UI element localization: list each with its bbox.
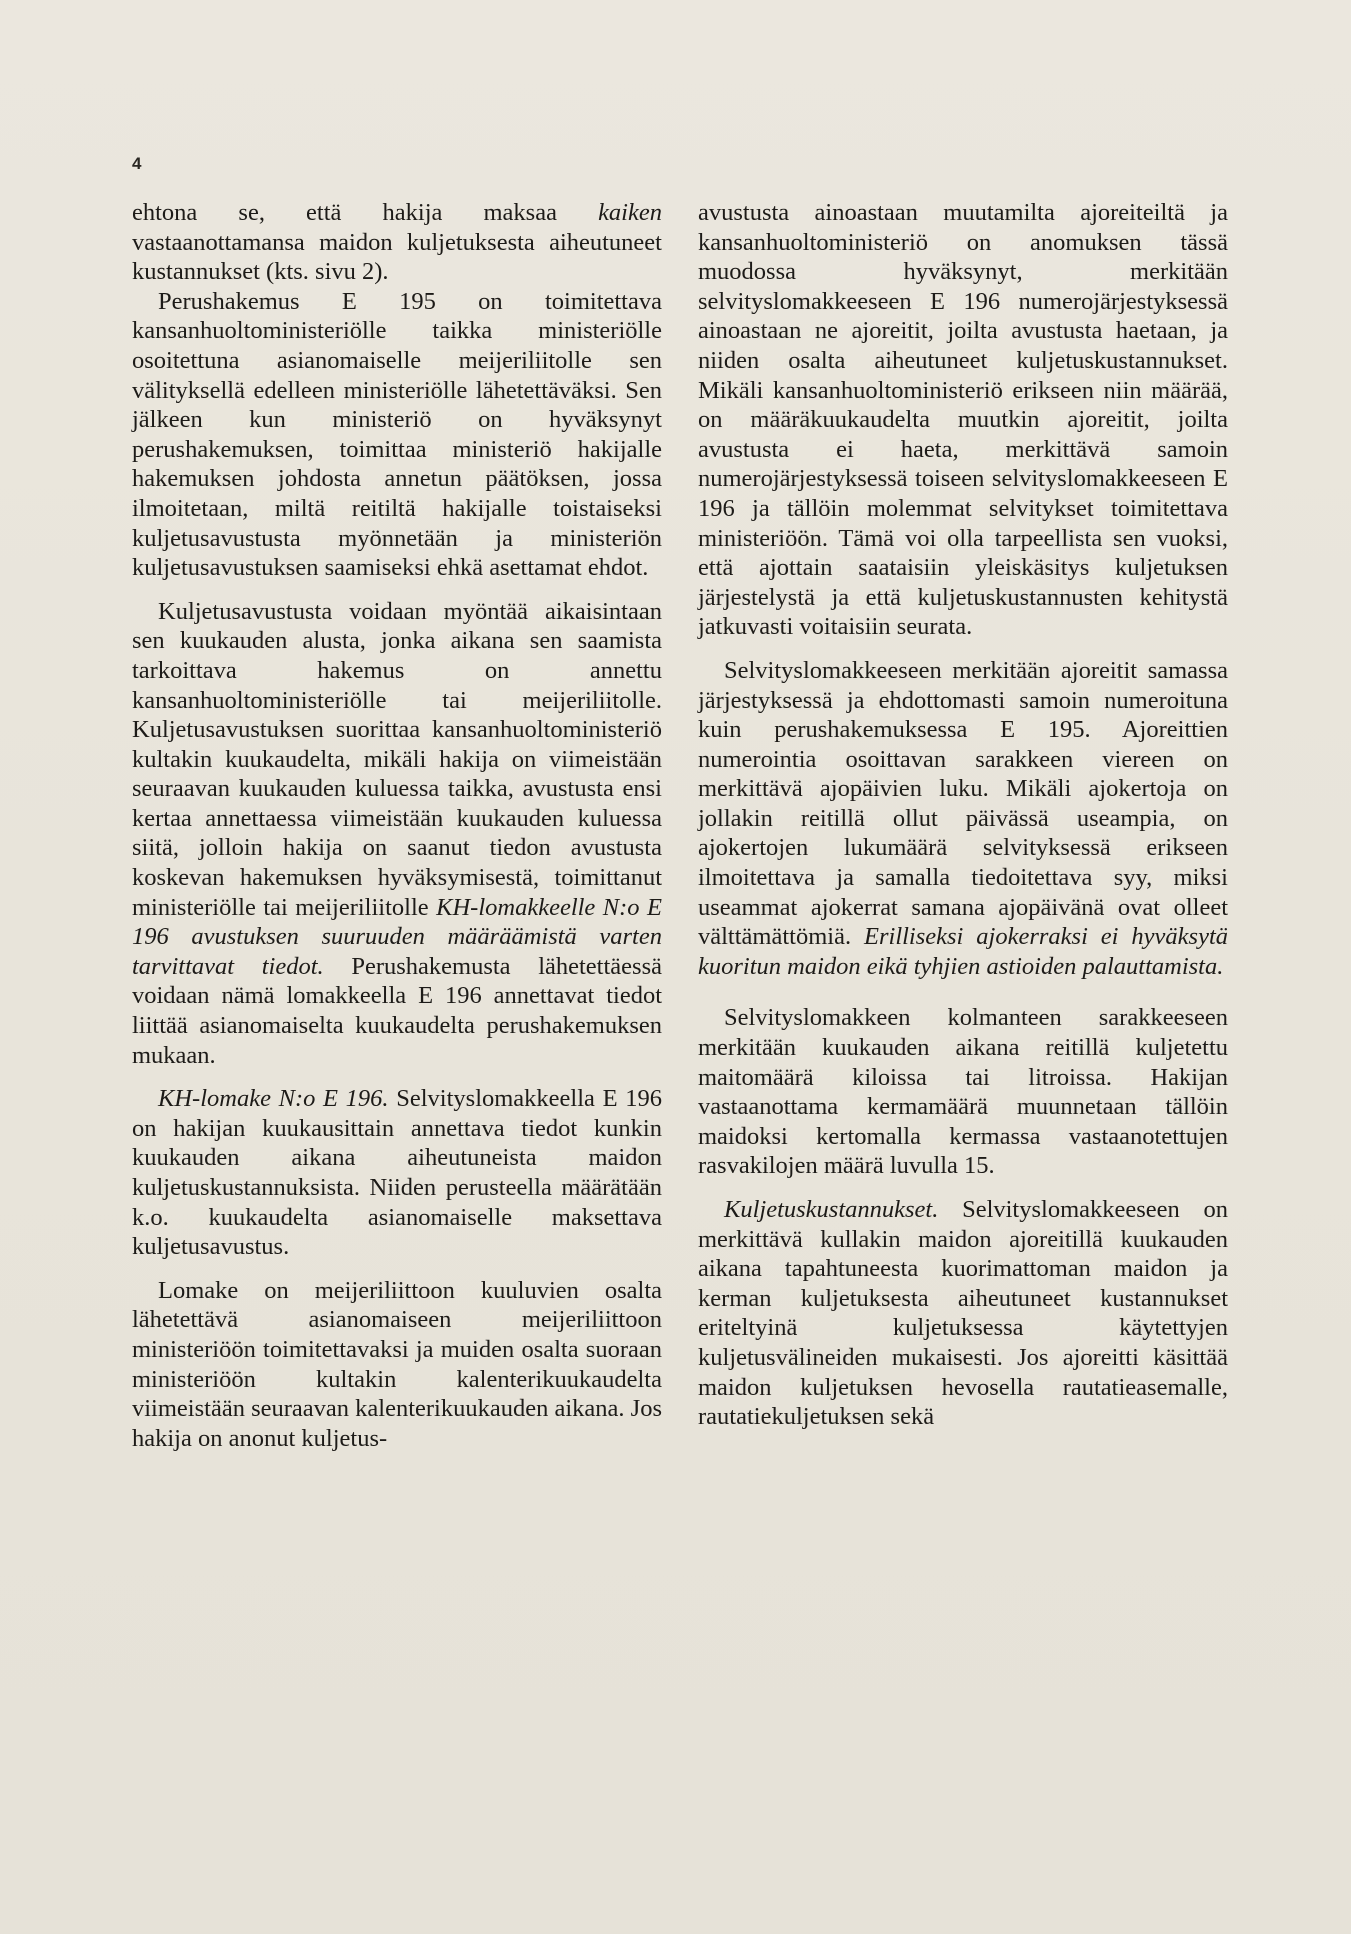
left-column bbox=[132, 198, 662, 1453]
paragraph-text: Selvityslomakkeeseen on merkittävä kullakin maidon ajoreitillä kuukauden aikana tapahtuneesta kuorimattoman maidon ja kerman kuljetuksesta aiheutuneet kustannukset eriteltyinä kuljetuksessa käytettyjen kuljetusvälineiden mukaisesti. Jos ajoreitti käsittää maidon kuljetuksen hevosella rautatieasemalle, rautatiekuljetuksen sekä bbox=[698, 1196, 1228, 1431]
paragraph: Lomake on meijeriliittoon kuuluvien osalta lähetettävä asianomaiseen meijeriliittoon ministeriöön toimitettavaksi ja muiden osalta suoraan ministeriöön kultakin kalenterikuukaudelta viimeistään seuraavan kalenterikuukauden aikana. Jos hakija on anonut kuljetus- bbox=[132, 1276, 662, 1452]
paragraph bbox=[698, 1195, 1228, 1432]
paragraph-text: Kuljetusavustusta voidaan myöntää aikaisintaan sen kuukauden alusta, jonka aikana sen saamista tarkoittava hakemus on annettu kansanhuoltoministeriölle tai meijeriliitolle. Kuljetusavustuksen suorittaa kansanhuoltoministeriö kultakin kuukaudelta, mikäli hakija on viimeistään seuraavan kuukauden kuluessa taikka, avustusta ensi kertaa annettaessa viimeistään kuukauden kuluessa siitä, jolloin hakija on saanut tiedon avustusta koskevan hakemuksen hyväksymisestä, toimittanut ministeriölle tai meijeriliitolle bbox=[132, 597, 662, 921]
right-column bbox=[698, 198, 1228, 1432]
paragraph: Selvityslomakkeen kolmanteen sarakkeeseen merkitään kuukauden aikana reitillä kuljetettu maitomäärä kiloissa tai litroissa. Hakijan vastaanottama kermamäärä muunnetaan tällöin maidoksi kertomalla kermassa vastaanotettujen rasvakilojen määrä luvulla 15. bbox=[698, 1004, 1228, 1180]
page-number: 4 bbox=[132, 154, 142, 173]
section-heading: KH-lomake N:o E 196. bbox=[158, 1085, 389, 1113]
paragraph-text: Selvityslomakkeella E 196 on hakijan kuukausittain annettava tiedot kunkin kuukauden aikana aiheutuneista maidon kuljetuskustannuksista. Niiden perusteella määrätään k.o. kuukaudelta asianomaiselle maksettava kuljetusavustus. bbox=[132, 1085, 662, 1261]
paragraph-text: vastaanottamansa maidon kuljetuksesta aiheutuneet kustannukset (kts. sivu 2). bbox=[132, 228, 662, 286]
paragraph-text: ehtona se, että hakija maksaa bbox=[132, 199, 599, 226]
paragraph: avustusta ainoastaan muutamilta ajoreiteiltä ja kansanhuoltoministeriö on anomuksen tässä muodossa hyväksynyt, merkitään selvityslomakkeeseen E 196 numerojärjestyksessä ainoastaan ne ajoreitit, joilta avustusta haetaan, ja niiden osalta aiheutuneet kuljetuskustannukset. Mikäli kansanhuoltoministeriö erikseen niin määrää, on määräkuukaudelta muutkin ajoreitit, joilta avustusta ei haeta, merkittävä samoin numerojärjestyksessä toiseen selvityslomakkeeseen E 196 ja tällöin molemmat selvitykset toimitettava ministeriöön. Tämä voi olla tarpeellista sen vuoksi, että ajottain saataisiin yleiskäsitys kuljetuksen järjestelystä ja että kuljetuskustannusten kehitystä jatkuvasti voitaisiin seurata. bbox=[698, 199, 1228, 641]
paragraph bbox=[132, 597, 662, 1071]
paragraph bbox=[698, 656, 1228, 982]
paragraph: Perushakemus E 195 on toimitettava kansanhuoltoministeriölle taikka ministeriölle osoitettuna asianomaiselle meijeriliitolle sen välityksellä edelleen ministeriölle lähetettäväksi. Sen jälkeen kun ministeriö on hyväksynyt perushakemuksen, toimittaa ministeriö hakijalle hakemuksen johdosta annetun päätöksen, jossa ilmoitetaan, miltä reitiltä hakijalle toistaiseksi kuljetusavustusta myönnetään ja ministeriön kuljetusavustuksen saamiseksi ehkä asettamat ehdot. bbox=[132, 287, 662, 582]
paragraph bbox=[132, 1084, 662, 1262]
emphasis-text: KH-lomakkeelle N:o E 196 avustuksen suuruuden määräämistä varten tarvittavat tiedot. bbox=[132, 893, 662, 980]
emphasis-text: Erilliseksi ajokerraksi ei hyväksytä kuoritun maidon eikä tyhjien astioiden palauttamista. bbox=[698, 923, 1229, 980]
paragraph-text: Perushakemusta lähetettäessä voidaan nämä lomakkeella E 196 annettavat tiedot liittää asianomaiselta kuukaudelta perushakemuksen mukaan. bbox=[132, 952, 662, 1069]
paragraph bbox=[132, 198, 662, 287]
emphasis-text: kaiken bbox=[598, 199, 662, 226]
section-heading: Kuljetuskustannukset. bbox=[724, 1196, 939, 1223]
paragraph-text: Selvityslomakkeeseen merkitään ajoreitit samassa järjestyksessä ja ehdottomasti samoin numeroituna kuin perushakemuksessa E 195. Ajoreittien numerointia osoittavan sarakkeen viereen on merkittävä ajopäivien luku. Mikäli ajokertoja on jollakin reitillä ollut päivässä useampia, on ajokertojen lukumäärä selvityksessä erikseen ilmoitettava ja samalla tiedoitettava syy, miksi useammat ajokerrat samana ajopäivänä ovat olleet välttämättömiä. bbox=[698, 656, 1228, 951]
